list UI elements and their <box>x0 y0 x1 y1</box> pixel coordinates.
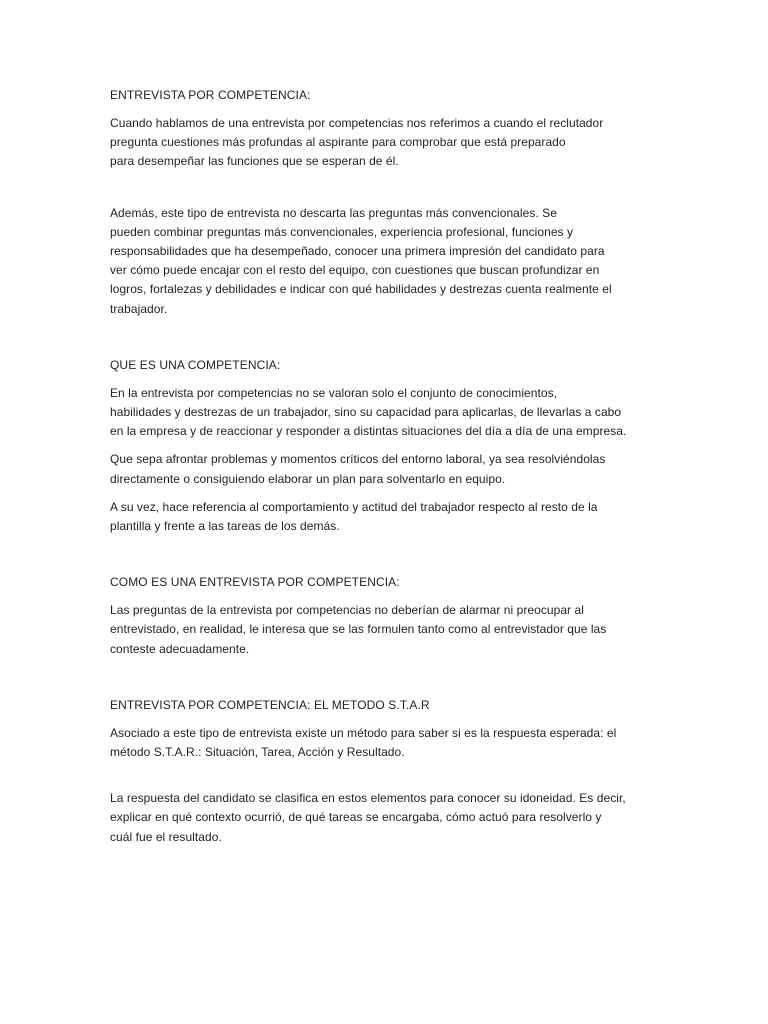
section-heading: ENTREVISTA POR COMPETENCIA: EL METODO S.T.A.R <box>110 697 430 712</box>
text-line: Que sepa afrontar problemas y momentos críticos del entorno laboral, ya sea resolviéndolas <box>110 452 606 467</box>
text-line: para desempeñar las funciones que se esperan de él. <box>110 154 399 169</box>
text-line: ver cómo puede encajar con el resto del equipo, con cuestiones que buscan profundizar en <box>110 263 600 278</box>
paragraph <box>110 601 658 659</box>
text-line: Cuando hablamos de una entrevista por competencias nos referimos a cuando el reclutador <box>110 116 604 130</box>
spacer <box>110 545 658 573</box>
document-page <box>110 86 658 856</box>
text-line: En la entrevista por competencias no se valoran solo el conjunto de conocimientos, <box>110 385 558 400</box>
text-line: explicar en qué contexto ocurrió, de qué tareas se encargaba, cómo actuó para resolverlo y <box>110 810 602 825</box>
text-line: Las preguntas de la entrevista por competencias no deberían de alarmar ni preocupar al <box>110 603 584 618</box>
paragraph <box>110 789 658 847</box>
text-line: A su vez, hace referencia al comportamiento y actitud del trabajador respecto al resto de la <box>110 499 598 514</box>
text-line: pregunta cuestiones más profundas al aspirante para comprobar que está preparado <box>110 135 566 150</box>
spacer <box>110 181 658 204</box>
paragraph <box>110 450 658 488</box>
spacer <box>110 328 658 356</box>
paragraph <box>110 724 658 762</box>
text-line: pueden combinar preguntas más convencionales, experiencia profesional, funciones y <box>110 224 574 239</box>
text-line: Asociado a este tipo de entrevista existe un método para saber si es la respuesta esperada: el <box>110 725 617 740</box>
paragraph <box>110 114 658 172</box>
text-line: habilidades y destrezas de un trabajador, sino su capacidad para aplicarlas, de llevarlas a cabo <box>110 405 622 420</box>
text-line: cuál fue el resultado. <box>110 829 222 844</box>
section-heading: QUE ES UNA COMPETENCIA: <box>110 357 281 372</box>
text-line: conteste adecuadamente. <box>110 641 250 656</box>
text-line: Además, este tipo de entrevista no descarta las preguntas más convencionales. Se <box>110 205 557 220</box>
paragraph <box>110 498 658 536</box>
text-line: en la empresa y de reaccionar y responder a distintas situaciones del día a día de una empresa. <box>110 424 627 439</box>
section-heading: ENTREVISTA POR COMPETENCIA: <box>110 88 311 102</box>
paragraph <box>110 384 658 442</box>
text-line: entrevistado, en realidad, le interesa que se las formulen tanto como al entrevistador que las <box>110 622 607 637</box>
text-line: trabajador. <box>110 301 168 316</box>
text-line: plantilla y frente a las tareas de los demás. <box>110 519 340 534</box>
text-line: método S.T.A.R.: Situación, Tarea, Acción y Resultado. <box>110 745 405 760</box>
section-heading: COMO ES UNA ENTREVISTA POR COMPETENCIA: <box>110 575 400 590</box>
paragraph <box>110 204 658 319</box>
spacer <box>110 668 658 696</box>
text-line: logros, fortalezas y debilidades e indicar con qué habilidades y destrezas cuenta realmente el <box>110 282 612 297</box>
text-line: responsabilidades que ha desempeñado, conocer una primera impresión del candidato para <box>110 244 605 259</box>
spacer <box>110 771 658 789</box>
text-line: directamente o consiguiendo elaborar un plan para solventarlo en equipo. <box>110 471 506 486</box>
text-line: La respuesta del candidato se clasifica en estos elementos para conocer su idoneidad. Es decir, <box>110 791 626 806</box>
